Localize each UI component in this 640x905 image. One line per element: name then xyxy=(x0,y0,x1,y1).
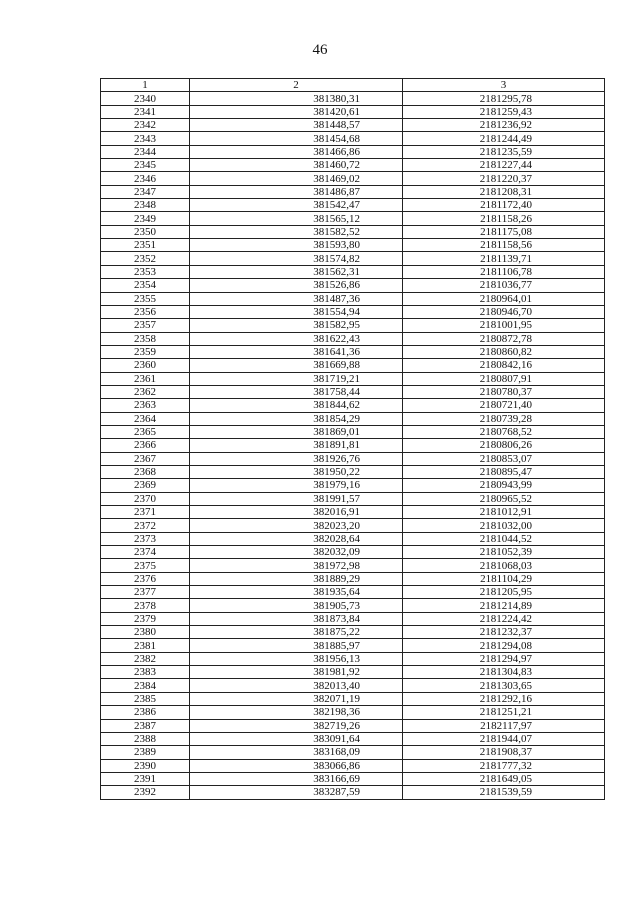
y-coordinate-cell: 2180780,37 xyxy=(403,385,605,398)
table-row xyxy=(101,572,605,585)
page-number: 46 xyxy=(312,42,328,58)
table-row xyxy=(101,546,605,559)
table-row xyxy=(101,652,605,665)
y-coordinate-cell: 2181052,39 xyxy=(403,546,605,559)
y-coordinate-cell: 2181158,56 xyxy=(403,239,605,252)
point-number-cell: 2357 xyxy=(101,319,190,332)
point-number-cell: 2388 xyxy=(101,732,190,745)
y-coordinate-cell: 2180807,91 xyxy=(403,372,605,385)
y-coordinate-cell: 2181208,31 xyxy=(403,185,605,198)
point-number-cell: 2362 xyxy=(101,385,190,398)
table-row xyxy=(101,199,605,212)
point-number-cell: 2350 xyxy=(101,225,190,238)
point-number-cell: 2358 xyxy=(101,332,190,345)
table-row xyxy=(101,732,605,745)
x-coordinate-cell: 381582,95 xyxy=(190,319,403,332)
y-coordinate-cell: 2181944,07 xyxy=(403,732,605,745)
table-row xyxy=(101,145,605,158)
table-row xyxy=(101,185,605,198)
y-coordinate-cell: 2180853,07 xyxy=(403,452,605,465)
x-coordinate-cell: 381979,16 xyxy=(190,479,403,492)
x-coordinate-cell: 381981,92 xyxy=(190,666,403,679)
point-number-cell: 2385 xyxy=(101,692,190,705)
table-row xyxy=(101,412,605,425)
table-row xyxy=(101,212,605,225)
y-coordinate-cell: 2181172,40 xyxy=(403,199,605,212)
table-row xyxy=(101,279,605,292)
point-number-cell: 2367 xyxy=(101,452,190,465)
y-coordinate-cell: 2181158,26 xyxy=(403,212,605,225)
x-coordinate-cell: 381574,82 xyxy=(190,252,403,265)
table-row xyxy=(101,706,605,719)
point-number-cell: 2384 xyxy=(101,679,190,692)
y-coordinate-cell: 2181032,00 xyxy=(403,519,605,532)
x-coordinate-cell: 383168,09 xyxy=(190,746,403,759)
y-coordinate-cell: 2180739,28 xyxy=(403,412,605,425)
table-row xyxy=(101,332,605,345)
y-coordinate-cell: 2180768,52 xyxy=(403,425,605,438)
point-number-cell: 2383 xyxy=(101,666,190,679)
y-coordinate-cell: 2180964,01 xyxy=(403,292,605,305)
x-coordinate-cell: 381885,97 xyxy=(190,639,403,652)
x-coordinate-cell: 381956,13 xyxy=(190,652,403,665)
table-row xyxy=(101,425,605,438)
table-row xyxy=(101,92,605,105)
table-row xyxy=(101,439,605,452)
table-row xyxy=(101,399,605,412)
point-number-cell: 2392 xyxy=(101,786,190,799)
y-coordinate-cell: 2181236,92 xyxy=(403,119,605,132)
x-coordinate-cell: 381466,86 xyxy=(190,145,403,158)
table-row xyxy=(101,132,605,145)
point-number-cell: 2349 xyxy=(101,212,190,225)
x-coordinate-cell: 381669,88 xyxy=(190,359,403,372)
x-coordinate-cell: 382016,91 xyxy=(190,506,403,519)
table-row xyxy=(101,479,605,492)
x-coordinate-cell: 381875,22 xyxy=(190,626,403,639)
header-col-2: 2 xyxy=(190,79,403,92)
y-coordinate-cell: 2181001,95 xyxy=(403,319,605,332)
y-coordinate-cell: 2181220,37 xyxy=(403,172,605,185)
table-row xyxy=(101,626,605,639)
y-coordinate-cell: 2181214,89 xyxy=(403,599,605,612)
table-row xyxy=(101,465,605,478)
x-coordinate-cell: 381641,36 xyxy=(190,345,403,358)
x-coordinate-cell: 381487,36 xyxy=(190,292,403,305)
x-coordinate-cell: 383287,59 xyxy=(190,786,403,799)
point-number-cell: 2382 xyxy=(101,652,190,665)
x-coordinate-cell: 381889,29 xyxy=(190,572,403,585)
x-coordinate-cell: 381460,72 xyxy=(190,159,403,172)
x-coordinate-cell: 381380,31 xyxy=(190,92,403,105)
point-number-cell: 2378 xyxy=(101,599,190,612)
table-row xyxy=(101,506,605,519)
point-number-cell: 2390 xyxy=(101,759,190,772)
x-coordinate-cell: 382013,40 xyxy=(190,679,403,692)
point-number-cell: 2376 xyxy=(101,572,190,585)
table-row xyxy=(101,239,605,252)
x-coordinate-cell: 381486,87 xyxy=(190,185,403,198)
point-number-cell: 2381 xyxy=(101,639,190,652)
y-coordinate-cell: 2181224,42 xyxy=(403,612,605,625)
x-coordinate-cell: 381454,68 xyxy=(190,132,403,145)
x-coordinate-cell: 381565,12 xyxy=(190,212,403,225)
table-row xyxy=(101,385,605,398)
y-coordinate-cell: 2181232,37 xyxy=(403,626,605,639)
table-row xyxy=(101,252,605,265)
x-coordinate-cell: 381926,76 xyxy=(190,452,403,465)
table-row xyxy=(101,786,605,799)
y-coordinate-cell: 2181539,59 xyxy=(403,786,605,799)
table-row xyxy=(101,639,605,652)
point-number-cell: 2387 xyxy=(101,719,190,732)
table-row xyxy=(101,265,605,278)
point-number-cell: 2379 xyxy=(101,612,190,625)
point-number-cell: 2366 xyxy=(101,439,190,452)
y-coordinate-cell: 2181259,43 xyxy=(403,105,605,118)
x-coordinate-cell: 381758,44 xyxy=(190,385,403,398)
y-coordinate-cell: 2181175,08 xyxy=(403,225,605,238)
table-row xyxy=(101,759,605,772)
x-coordinate-cell: 382032,09 xyxy=(190,546,403,559)
x-coordinate-cell: 383066,86 xyxy=(190,759,403,772)
point-number-cell: 2371 xyxy=(101,506,190,519)
table-row xyxy=(101,119,605,132)
y-coordinate-cell: 2181777,32 xyxy=(403,759,605,772)
point-number-cell: 2354 xyxy=(101,279,190,292)
x-coordinate-cell: 381542,47 xyxy=(190,199,403,212)
point-number-cell: 2359 xyxy=(101,345,190,358)
table-row xyxy=(101,319,605,332)
point-number-cell: 2342 xyxy=(101,119,190,132)
table-row xyxy=(101,492,605,505)
table-row xyxy=(101,172,605,185)
point-number-cell: 2361 xyxy=(101,372,190,385)
point-number-cell: 2365 xyxy=(101,425,190,438)
header-row xyxy=(101,79,605,92)
y-coordinate-cell: 2181036,77 xyxy=(403,279,605,292)
y-coordinate-cell: 2180872,78 xyxy=(403,332,605,345)
y-coordinate-cell: 2181205,95 xyxy=(403,586,605,599)
y-coordinate-cell: 2181295,78 xyxy=(403,92,605,105)
x-coordinate-cell: 381554,94 xyxy=(190,305,403,318)
table-row xyxy=(101,159,605,172)
point-number-cell: 2351 xyxy=(101,239,190,252)
point-number-cell: 2340 xyxy=(101,92,190,105)
point-number-cell: 2364 xyxy=(101,412,190,425)
y-coordinate-cell: 2181044,52 xyxy=(403,532,605,545)
point-number-cell: 2353 xyxy=(101,265,190,278)
x-coordinate-cell: 381854,29 xyxy=(190,412,403,425)
table-row xyxy=(101,305,605,318)
table-row xyxy=(101,586,605,599)
table-row xyxy=(101,105,605,118)
point-number-cell: 2374 xyxy=(101,546,190,559)
header-col-3: 3 xyxy=(403,79,605,92)
point-number-cell: 2345 xyxy=(101,159,190,172)
x-coordinate-cell: 381622,43 xyxy=(190,332,403,345)
point-number-cell: 2386 xyxy=(101,706,190,719)
table-row xyxy=(101,746,605,759)
y-coordinate-cell: 2181139,71 xyxy=(403,252,605,265)
y-coordinate-cell: 2180895,47 xyxy=(403,465,605,478)
table-body xyxy=(101,92,605,799)
x-coordinate-cell: 381873,84 xyxy=(190,612,403,625)
x-coordinate-cell: 381719,21 xyxy=(190,372,403,385)
point-number-cell: 2372 xyxy=(101,519,190,532)
y-coordinate-cell: 2181012,91 xyxy=(403,506,605,519)
x-coordinate-cell: 382028,64 xyxy=(190,532,403,545)
x-coordinate-cell: 381891,81 xyxy=(190,439,403,452)
point-number-cell: 2347 xyxy=(101,185,190,198)
coordinates-table xyxy=(100,78,605,800)
y-coordinate-cell: 2180860,82 xyxy=(403,345,605,358)
y-coordinate-cell: 2180946,70 xyxy=(403,305,605,318)
y-coordinate-cell: 2182117,97 xyxy=(403,719,605,732)
y-coordinate-cell: 2181227,44 xyxy=(403,159,605,172)
y-coordinate-cell: 2180842,16 xyxy=(403,359,605,372)
table-row xyxy=(101,719,605,732)
y-coordinate-cell: 2180721,40 xyxy=(403,399,605,412)
point-number-cell: 2373 xyxy=(101,532,190,545)
x-coordinate-cell: 381991,57 xyxy=(190,492,403,505)
table-row xyxy=(101,372,605,385)
y-coordinate-cell: 2181244,49 xyxy=(403,132,605,145)
table-row xyxy=(101,225,605,238)
x-coordinate-cell: 381905,73 xyxy=(190,599,403,612)
y-coordinate-cell: 2181649,05 xyxy=(403,772,605,785)
point-number-cell: 2369 xyxy=(101,479,190,492)
x-coordinate-cell: 383091,64 xyxy=(190,732,403,745)
point-number-cell: 2377 xyxy=(101,586,190,599)
y-coordinate-cell: 2181068,03 xyxy=(403,559,605,572)
point-number-cell: 2341 xyxy=(101,105,190,118)
y-coordinate-cell: 2181908,37 xyxy=(403,746,605,759)
table-row xyxy=(101,519,605,532)
point-number-cell: 2356 xyxy=(101,305,190,318)
table-row xyxy=(101,532,605,545)
x-coordinate-cell: 381469,02 xyxy=(190,172,403,185)
table-row xyxy=(101,345,605,358)
point-number-cell: 2344 xyxy=(101,145,190,158)
x-coordinate-cell: 381562,31 xyxy=(190,265,403,278)
x-coordinate-cell: 381972,98 xyxy=(190,559,403,572)
point-number-cell: 2368 xyxy=(101,465,190,478)
point-number-cell: 2375 xyxy=(101,559,190,572)
x-coordinate-cell: 381593,80 xyxy=(190,239,403,252)
x-coordinate-cell: 381420,61 xyxy=(190,105,403,118)
y-coordinate-cell: 2181303,65 xyxy=(403,679,605,692)
x-coordinate-cell: 381582,52 xyxy=(190,225,403,238)
table-row xyxy=(101,599,605,612)
y-coordinate-cell: 2180943,99 xyxy=(403,479,605,492)
y-coordinate-cell: 2181251,21 xyxy=(403,706,605,719)
x-coordinate-cell: 382071,19 xyxy=(190,692,403,705)
table-header xyxy=(101,79,605,92)
x-coordinate-cell: 381950,22 xyxy=(190,465,403,478)
y-coordinate-cell: 2181292,16 xyxy=(403,692,605,705)
table-row xyxy=(101,692,605,705)
table-row xyxy=(101,359,605,372)
point-number-cell: 2391 xyxy=(101,772,190,785)
point-number-cell: 2360 xyxy=(101,359,190,372)
y-coordinate-cell: 2180965,52 xyxy=(403,492,605,505)
y-coordinate-cell: 2181294,97 xyxy=(403,652,605,665)
x-coordinate-cell: 381844,62 xyxy=(190,399,403,412)
point-number-cell: 2389 xyxy=(101,746,190,759)
x-coordinate-cell: 382719,26 xyxy=(190,719,403,732)
y-coordinate-cell: 2180806,26 xyxy=(403,439,605,452)
x-coordinate-cell: 382023,20 xyxy=(190,519,403,532)
table-row xyxy=(101,559,605,572)
y-coordinate-cell: 2181106,78 xyxy=(403,265,605,278)
y-coordinate-cell: 2181304,83 xyxy=(403,666,605,679)
point-number-cell: 2346 xyxy=(101,172,190,185)
table-row xyxy=(101,679,605,692)
header-col-1: 1 xyxy=(101,79,190,92)
x-coordinate-cell: 382198,36 xyxy=(190,706,403,719)
point-number-cell: 2343 xyxy=(101,132,190,145)
y-coordinate-cell: 2181235,59 xyxy=(403,145,605,158)
point-number-cell: 2363 xyxy=(101,399,190,412)
point-number-cell: 2348 xyxy=(101,199,190,212)
point-number-cell: 2380 xyxy=(101,626,190,639)
x-coordinate-cell: 383166,69 xyxy=(190,772,403,785)
point-number-cell: 2352 xyxy=(101,252,190,265)
table-row xyxy=(101,612,605,625)
table-row xyxy=(101,772,605,785)
x-coordinate-cell: 381526,86 xyxy=(190,279,403,292)
table-row xyxy=(101,452,605,465)
y-coordinate-cell: 2181104,29 xyxy=(403,572,605,585)
point-number-cell: 2355 xyxy=(101,292,190,305)
table-row xyxy=(101,292,605,305)
table-row xyxy=(101,666,605,679)
x-coordinate-cell: 381935,64 xyxy=(190,586,403,599)
x-coordinate-cell: 381448,57 xyxy=(190,119,403,132)
y-coordinate-cell: 2181294,08 xyxy=(403,639,605,652)
point-number-cell: 2370 xyxy=(101,492,190,505)
x-coordinate-cell: 381869,01 xyxy=(190,425,403,438)
